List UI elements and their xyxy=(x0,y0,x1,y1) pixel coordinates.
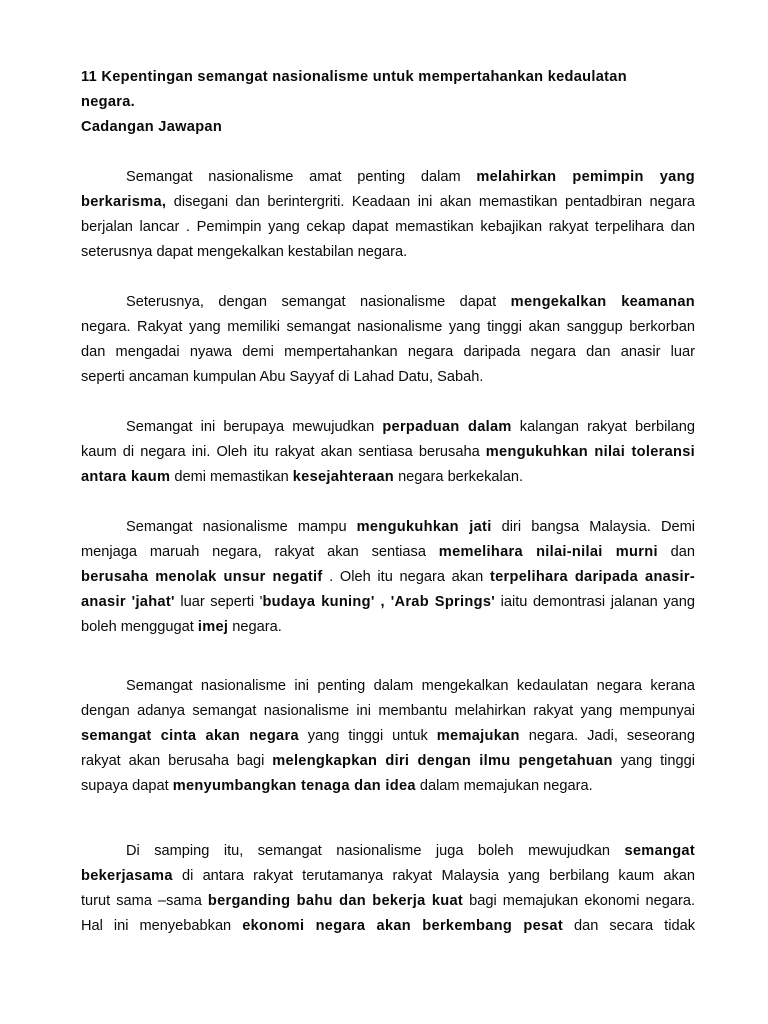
text-line xyxy=(81,914,695,939)
text-line xyxy=(81,415,695,440)
question-title-line: 11 Kepentingan semangat nasionalisme untuk mempertahankan kedaulatan xyxy=(81,69,627,85)
text-run: berjalan lancar . Pemimpin yang cekap dapat memastikan kebajikan rakyat terpelihara dan xyxy=(81,219,695,235)
bold-keyword: imej xyxy=(197,619,229,635)
text-run: dan mengadai nyawa demi mempertahankan negara daripada negara dan anasir luar xyxy=(81,344,695,360)
text-run: menjaga maruah negara, rakyat akan sentiasa xyxy=(81,544,439,560)
text-line xyxy=(81,515,695,540)
text-run: iaitu demontrasi jalanan yang xyxy=(495,594,695,610)
text-run: diri bangsa Malaysia. Demi xyxy=(491,519,695,535)
text-line xyxy=(81,889,695,914)
text-line xyxy=(81,699,695,724)
text-line xyxy=(81,440,695,465)
bold-keyword: terpelihara daripada anasir- xyxy=(489,569,695,585)
bold-keyword: bekerjasama xyxy=(81,868,173,884)
text-run: Semangat ini berupaya mewujudkan xyxy=(126,419,383,435)
text-line xyxy=(81,774,695,799)
text-run: kalangan rakyat berbilang xyxy=(511,419,695,435)
answer-subtitle: Cadangan Jawapan xyxy=(81,119,223,135)
text-run: negara. Jadi, seseorang xyxy=(519,728,696,744)
text-run: seperti ancaman kumpulan Abu Sayyaf di Lahad Datu, Sabah. xyxy=(81,369,484,385)
paragraph-3 xyxy=(81,415,695,490)
text-line xyxy=(81,615,695,640)
text-line xyxy=(81,190,695,215)
text-run: kaum di negara ini. Oleh itu rakyat akan sentiasa berusaha xyxy=(81,444,486,460)
bold-keyword: budaya kuning' , 'Arab Springs' xyxy=(262,594,496,610)
answer-paragraphs xyxy=(81,165,695,939)
text-line xyxy=(81,674,695,699)
text-run: luar seperti ' xyxy=(174,594,263,610)
bold-keyword: mengukuhkan jati xyxy=(356,519,492,535)
text-run: Semangat nasionalisme ini penting dalam mengekalkan kedaulatan negara kerana xyxy=(126,678,695,694)
bold-keyword: melahirkan pemimpin yang xyxy=(476,169,695,185)
text-run: dalam memajukan negara. xyxy=(415,778,593,794)
text-line xyxy=(81,724,695,749)
text-run: seterusnya dapat mengekalkan kestabilan negara. xyxy=(81,244,408,260)
document-body xyxy=(81,65,695,939)
bold-keyword: kesejahteraan xyxy=(292,469,395,485)
text-run: Semangat nasionalisme amat penting dalam xyxy=(126,169,477,185)
text-line xyxy=(81,749,695,774)
paragraph-5 xyxy=(81,674,695,799)
bold-keyword: melengkapkan diri dengan ilmu pengetahuan xyxy=(272,753,613,769)
text-run: negara. Rakyat yang memiliki semangat nasionalisme yang tinggi akan sanggup berkorban xyxy=(81,319,695,335)
text-run: dan secara tidak xyxy=(563,918,695,934)
text-line xyxy=(81,165,695,190)
text-run: rakyat akan berusaha bagi xyxy=(81,753,273,769)
text-run: yang tinggi untuk xyxy=(298,728,437,744)
text-line xyxy=(81,215,695,240)
text-run: . Oleh itu negara akan xyxy=(322,569,490,585)
paragraph-6 xyxy=(81,839,695,939)
text-line xyxy=(81,864,695,889)
text-run: yang tinggi xyxy=(612,753,695,769)
bold-keyword: antara kaum xyxy=(81,469,171,485)
question-title xyxy=(81,65,695,115)
bold-keyword: mengukuhkan nilai toleransi xyxy=(485,444,695,460)
bold-keyword: berkarisma, xyxy=(81,194,167,210)
text-run: Di samping itu, semangat nasionalisme juga boleh mewujudkan xyxy=(126,843,625,859)
text-run: demi memastikan xyxy=(170,469,293,485)
question-title-line: negara. xyxy=(81,94,136,110)
bold-keyword: perpaduan dalam xyxy=(382,419,512,435)
text-run: di antara rakyat terutamanya rakyat Malaysia yang berbilang kaum akan xyxy=(172,868,695,884)
bold-keyword: memajukan xyxy=(436,728,520,744)
text-run: Hal ini menyebabkan xyxy=(81,918,243,934)
text-line xyxy=(81,540,695,565)
text-line xyxy=(81,365,695,390)
text-line xyxy=(81,839,695,864)
text-run: Seterusnya, dengan semangat nasionalisme dapat xyxy=(126,294,511,310)
text-run: bagi memajukan ekonomi negara. xyxy=(463,893,696,909)
paragraph-2 xyxy=(81,290,695,390)
text-run: turut sama –sama xyxy=(81,893,208,909)
bold-keyword: berusaha menolak unsur negatif xyxy=(81,569,323,585)
text-run: dan xyxy=(657,544,696,560)
text-line xyxy=(81,290,695,315)
bold-keyword: mengekalkan keamanan xyxy=(510,294,695,310)
bold-keyword: semangat xyxy=(624,843,695,859)
bold-keyword: memelihara nilai-nilai murni xyxy=(438,544,658,560)
text-run: negara. xyxy=(228,619,282,635)
text-line xyxy=(81,315,695,340)
text-line xyxy=(81,340,695,365)
text-run: supaya dapat xyxy=(81,778,173,794)
text-line xyxy=(81,565,695,590)
bold-keyword: anasir 'jahat' xyxy=(81,594,175,610)
text-line xyxy=(81,465,695,490)
text-run: negara berkekalan. xyxy=(394,469,524,485)
paragraph-4 xyxy=(81,515,695,640)
text-run: dengan adanya semangat nasionalisme ini membantu melahirkan rakyat yang mempunyai xyxy=(81,703,695,719)
paragraph-1 xyxy=(81,165,695,265)
text-line xyxy=(81,590,695,615)
text-line xyxy=(81,240,695,265)
bold-keyword: berganding bahu dan bekerja kuat xyxy=(207,893,464,909)
bold-keyword: semangat cinta akan negara xyxy=(81,728,299,744)
bold-keyword: ekonomi negara akan berkembang pesat xyxy=(242,918,564,934)
bold-keyword: menyumbangkan tenaga dan idea xyxy=(172,778,416,794)
text-run: Semangat nasionalisme mampu xyxy=(126,519,357,535)
text-run: boleh menggugat xyxy=(81,619,198,635)
text-run: disegani dan berintergriti. Keadaan ini akan memastikan pentadbiran negara xyxy=(166,194,695,210)
